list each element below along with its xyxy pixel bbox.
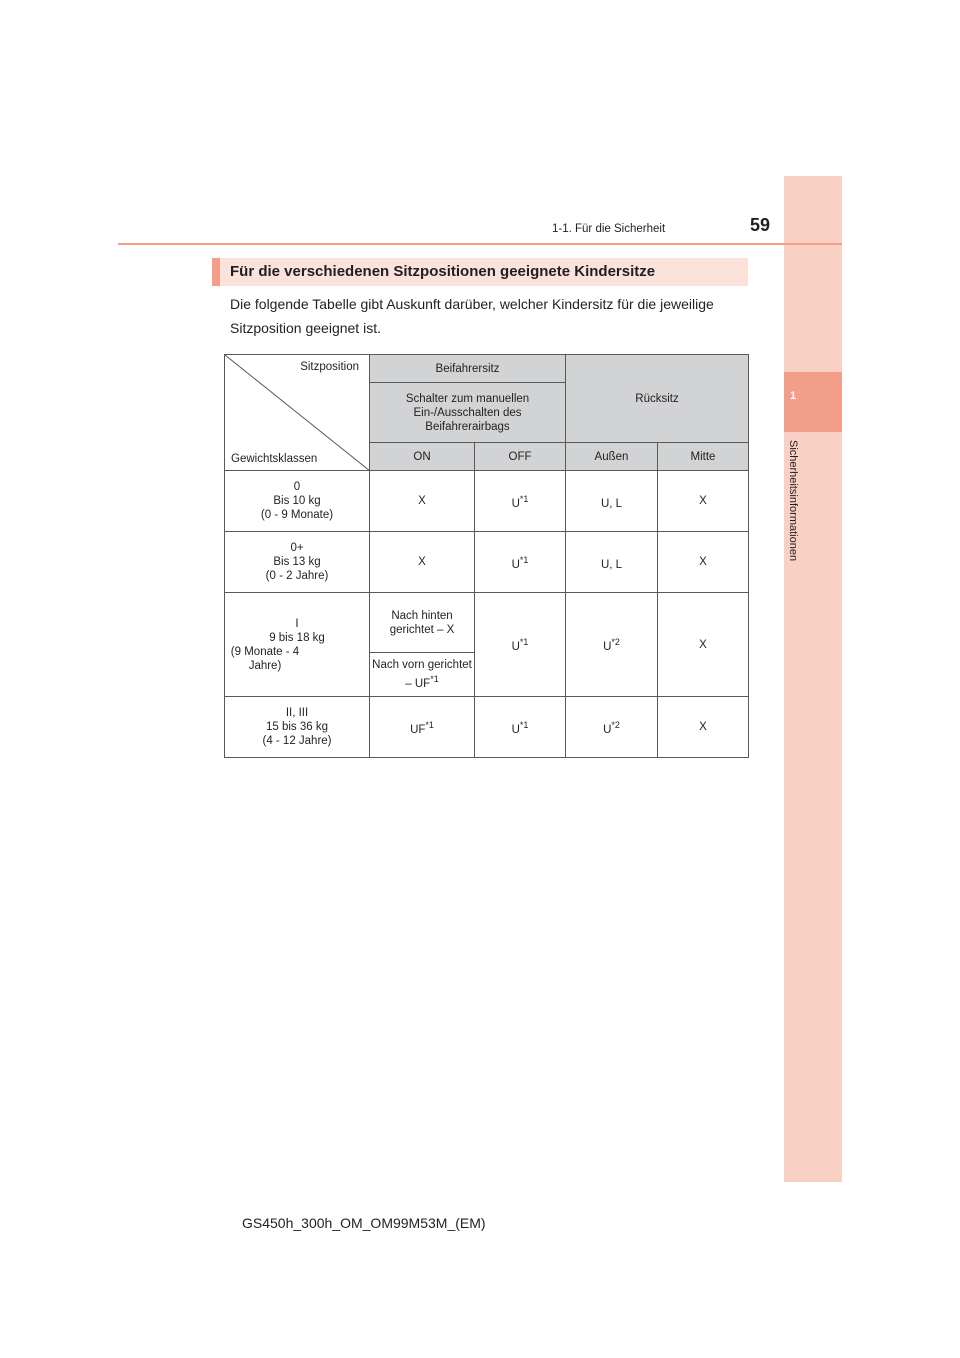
- corner-top-label: Sitzposition: [300, 361, 359, 373]
- table-row: [225, 532, 749, 593]
- group-label: I: [295, 617, 299, 630]
- weight-label: Bis 13 kg: [273, 556, 321, 568]
- table-row: [225, 697, 749, 758]
- on-cell-forward-facing: Nach vorn gerichtet – UF$^{*1}$: [370, 653, 475, 697]
- mitte-cell: X: [658, 697, 749, 758]
- child-seat-table: [224, 354, 749, 758]
- chapter-number: 1: [789, 390, 797, 402]
- weight-label: Bis 10 kg: [273, 495, 321, 507]
- section-title: Für die verschiedenen Sitzpositionen geeignete Kindersitze: [212, 258, 748, 286]
- table-corner-cell: [225, 355, 370, 471]
- aussen-cell: U, L: [566, 532, 658, 593]
- group-label: II, III: [285, 707, 309, 719]
- group-cell: [225, 532, 370, 593]
- weight-label: 9 bis 18 kg: [269, 631, 325, 644]
- switch-label-text: Schalter zum manuellen Ein-/Ausschalten des Beifahrerairbags: [405, 392, 530, 433]
- sub-off: OFF: [475, 443, 566, 471]
- sub-mitte: Mitte: [658, 443, 749, 471]
- table-row: [225, 471, 749, 532]
- corner-bottom-label: Gewichtsklassen: [231, 453, 318, 465]
- off-cell: $U^{*1}$: [475, 697, 566, 758]
- aussen-cell: $U^{*2}$: [566, 697, 658, 758]
- on-cell-rear-facing: Nach hinten gerichtet – X: [370, 593, 475, 653]
- col-ruecksitz: Rücksitz: [566, 355, 749, 443]
- age-label: (4 - 12 Jahre): [262, 735, 332, 747]
- header-rule: [118, 243, 842, 245]
- mitte-cell: X: [658, 471, 749, 532]
- sub-on: ON: [370, 443, 475, 471]
- mitte-cell: X: [658, 532, 749, 593]
- group-label: 0+: [290, 542, 304, 554]
- weight-label: 15 bis 36 kg: [265, 721, 328, 733]
- aussen-cell: $U^{*2}$: [566, 593, 658, 697]
- intro-text: Die folgende Tabelle gibt Auskunft darüber, welcher Kindersitz für die jeweilige Sitzposition geeignet ist.: [230, 296, 714, 336]
- off-cell: $U^{*1}$: [475, 532, 566, 593]
- age-label: (0 - 2 Jahre): [265, 570, 329, 582]
- page-number: 59: [750, 215, 771, 235]
- group-cell: [225, 697, 370, 758]
- group-cell: [225, 471, 370, 532]
- off-cell: $U^{*1}$: [475, 593, 566, 697]
- mitte-cell: X: [658, 593, 749, 697]
- switch-label: [370, 383, 566, 443]
- table-row: [225, 593, 749, 653]
- col-beifahrersitz: Beifahrersitz: [370, 355, 566, 383]
- footer-code: GS450h_300h_OM_OM99M53M_(EM): [242, 1215, 486, 1231]
- off-cell: $U^{*1}$: [475, 471, 566, 532]
- aussen-cell: U, L: [566, 471, 658, 532]
- age-label: (9 Monate - 4 Jahre): [230, 645, 300, 672]
- group-label: 0: [293, 481, 301, 493]
- group-cell: [225, 593, 370, 697]
- age-label: (0 - 9 Monate): [260, 509, 334, 521]
- chapter-title: Sicherheitsinformationen: [787, 440, 799, 562]
- chapter-tab: [784, 372, 842, 432]
- on-cell: UF$^{*1}$: [370, 697, 475, 758]
- sub-aussen: Außen: [566, 443, 658, 471]
- on-cell: X: [370, 532, 475, 593]
- running-head: 1-1. Für die Sicherheit: [552, 223, 666, 235]
- side-band: [784, 176, 842, 1182]
- on-cell: X: [370, 471, 475, 532]
